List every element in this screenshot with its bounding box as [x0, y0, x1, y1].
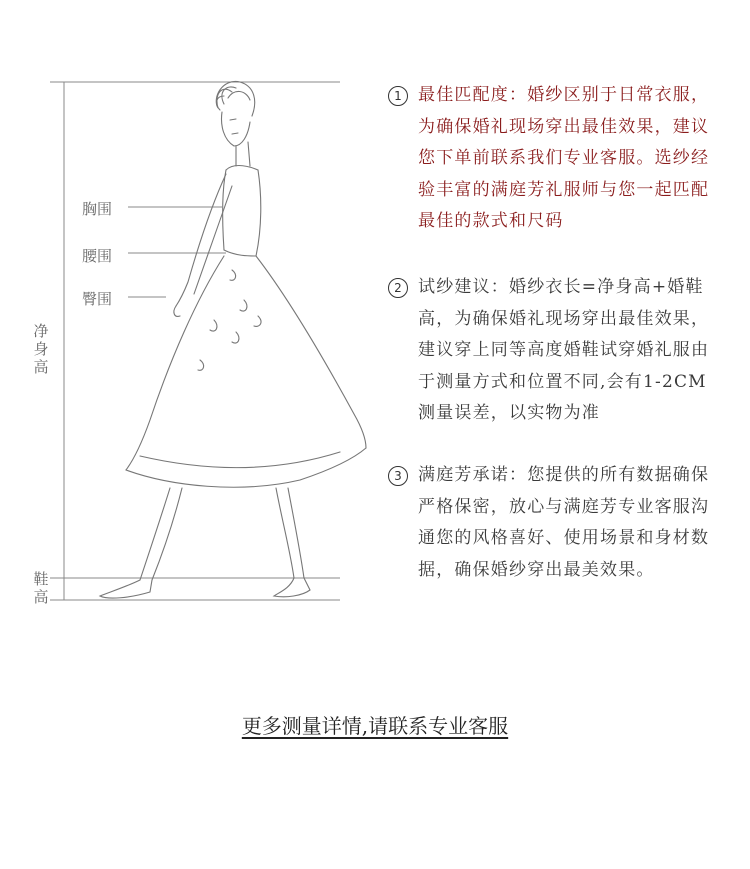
- woman-sketch: [100, 81, 366, 598]
- hip-label: 臀围: [82, 290, 113, 308]
- info-text-2: 试纱建议：婚纱衣长=净身高+婚鞋高，为确保婚礼现场穿出最佳效果，建议穿上同等高度婚鞋试穿婚礼服由于测量方式和位置不同,会有1-2CM测量误差，以实物为准: [418, 277, 710, 423]
- shoe-height-label: 鞋高: [33, 570, 49, 606]
- contact-service-link[interactable]: 更多测量详情,请联系专业客服: [241, 714, 509, 738]
- dress-sketch-illustration: [0, 0, 380, 640]
- circled-number-2: 2: [388, 278, 408, 298]
- dress-sketch-figure: [0, 0, 380, 640]
- waist-label: 腰围: [82, 247, 113, 265]
- footer: [0, 710, 750, 739]
- chest-label: 胸围: [82, 200, 113, 218]
- circled-number-1: 1: [388, 86, 408, 106]
- net-height-label: 净身高: [33, 322, 49, 376]
- info-text-3: 满庭芳承诺：您提供的所有数据确保严格保密，放心与满庭芳专业客服沟通您的风格喜好、使用场景和身材数据，确保婚纱穿出最美效果。: [418, 465, 710, 580]
- circled-number-3: 3: [388, 466, 408, 486]
- info-text-1: 最佳匹配度：婚纱区别于日常衣服，为确保婚礼现场穿出最佳效果，建议您下单前联系我们专业客服。选纱经验丰富的满庭芳礼服师与您一起匹配最佳的款式和尺码: [418, 85, 710, 231]
